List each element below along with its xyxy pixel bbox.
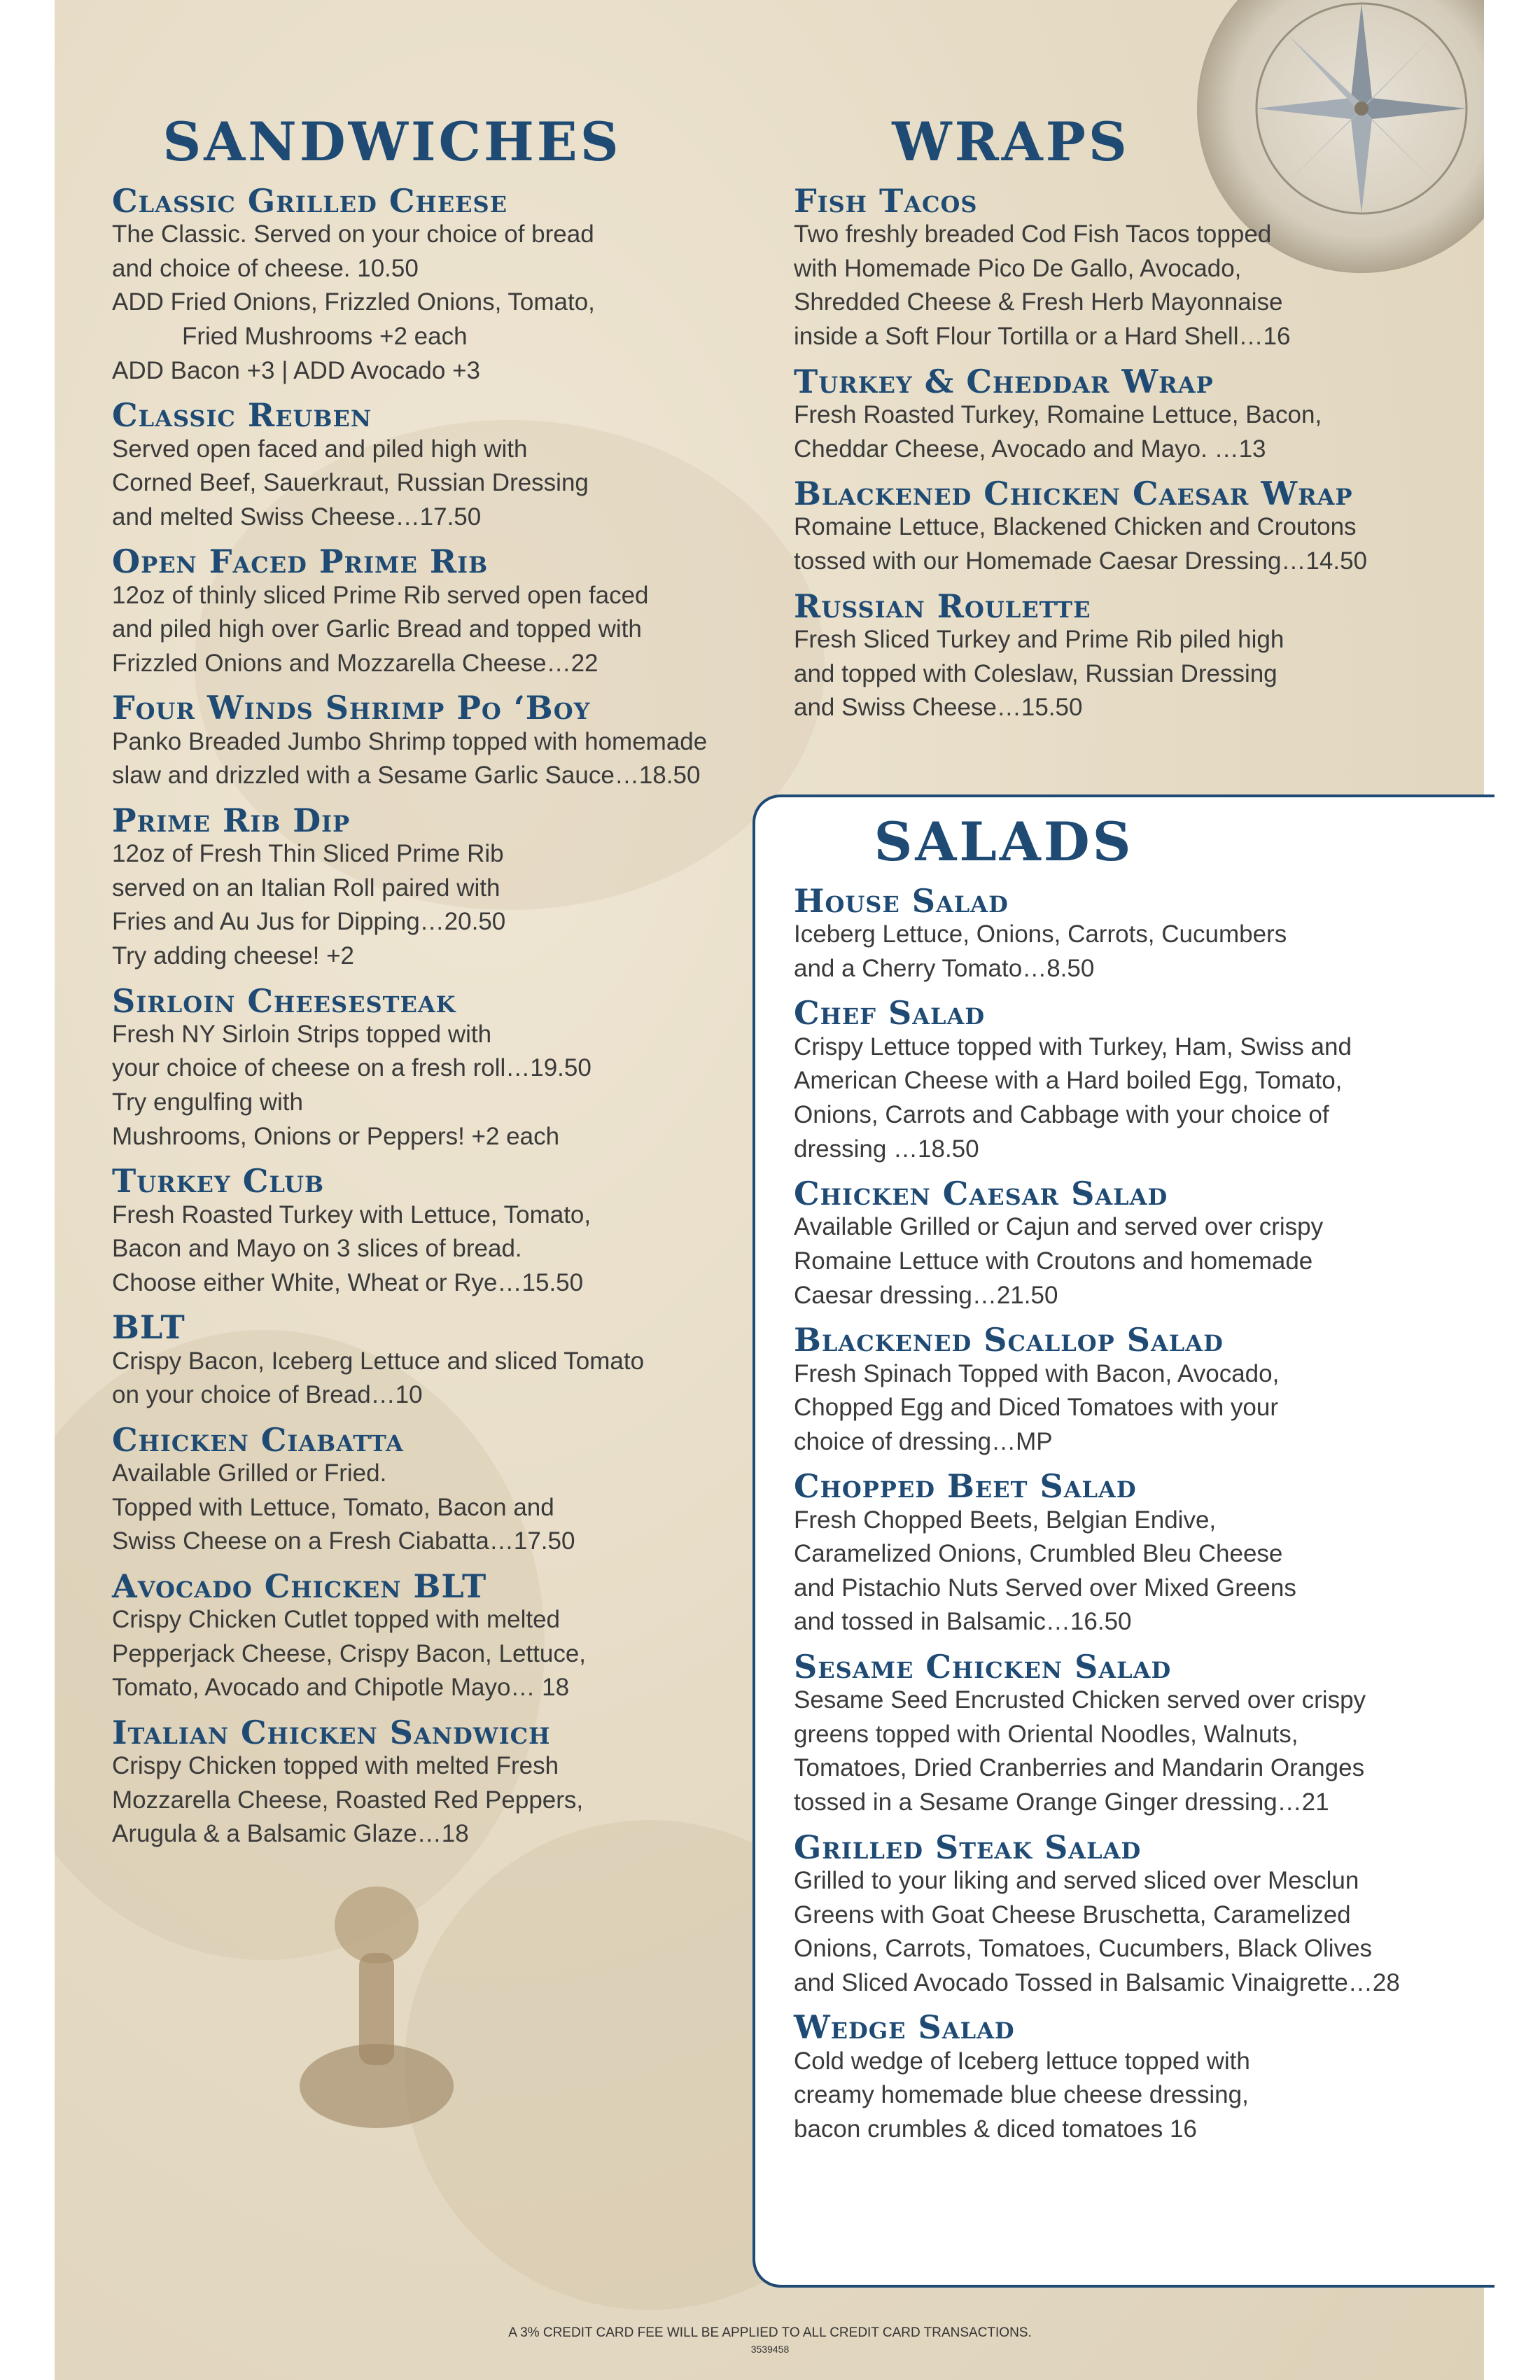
menu-item-description: 12oz of thinly sliced Prime Rib served open faced	[112, 581, 649, 609]
sandwich-items	[112, 184, 763, 1851]
menu-item-name: Sesame Chicken Salad	[794, 1647, 1172, 1686]
menu-item-description: Fresh Sliced Turkey and Prime Rib piled high	[794, 625, 1284, 653]
menu-item	[112, 1569, 763, 1705]
menu-item-name: House Salad	[794, 882, 1009, 920]
menu-item-description: Cold wedge of Iceberg lettuce topped with	[794, 2047, 1250, 2075]
sandwiches-title: SANDWICHES	[162, 111, 622, 173]
menu-item-description: your choice of cheese on a fresh roll…19.50	[112, 1054, 592, 1082]
menu-item-description: served on an Italian Roll paired with	[112, 874, 500, 902]
menu-item-description: Available Grilled or Cajun and served over crispy	[794, 1213, 1324, 1241]
menu-item-description: ADD Fried Onions, Frizzled Onions, Tomato,	[112, 288, 595, 316]
menu-item-name: Turkey Club	[112, 1162, 325, 1200]
menu-item-description: Caramelized Onions, Crumbled Bleu Cheese	[794, 1540, 1283, 1568]
menu-item-description: Pepperjack Cheese, Crispy Bacon, Lettuce,	[112, 1639, 587, 1667]
menu-item-description: with Homemade Pico De Gallo, Avocado,	[794, 254, 1242, 282]
menu-item-name: Blackened Chicken Caesar Wrap	[794, 475, 1353, 513]
menu-item	[112, 1713, 763, 1851]
menu-item-description: Frizzled Onions and Mozzarella Cheese…22	[112, 649, 598, 677]
salads-column	[794, 811, 1466, 2157]
wax-stamp-image	[286, 1876, 468, 2142]
menu-item-description: Greens with Goat Cheese Bruschetta, Caramelized	[794, 1900, 1351, 1928]
sandwiches-column	[112, 111, 763, 1862]
menu-item	[794, 1469, 1466, 1639]
menu-item-description: Tomato, Avocado and Chipotle Mayo… 18	[112, 1674, 570, 1702]
menu-item-description: Fried Mushrooms +2 each	[182, 323, 468, 351]
salads-title: SALADS	[874, 811, 1134, 873]
menu-item-description: Tomatoes, Dried Cranberries and Mandarin Oranges	[794, 1754, 1365, 1782]
menu-item-description: Arugula & a Balsamic Glaze…18	[112, 1820, 469, 1848]
menu-item-description: and choice of cheese. 10.50	[112, 254, 419, 282]
menu-item-description: ADD Bacon +3 | ADD Avocado +3	[112, 356, 480, 384]
menu-item	[112, 1310, 763, 1412]
menu-item-description: Choose either White, Wheat or Rye…15.50	[112, 1268, 584, 1296]
menu-item-description: Chopped Egg and Diced Tomatoes with your	[794, 1394, 1279, 1422]
menu-item-description: and a Cherry Tomato…8.50	[794, 954, 1095, 982]
menu-item-description: Fries and Au Jus for Dipping…20.50	[112, 908, 506, 936]
menu-item-description: American Cheese with a Hard boiled Egg, Tomato,	[794, 1067, 1343, 1095]
wraps-title: WRAPS	[892, 111, 1130, 173]
menu-item-name: Classic Grilled Cheese	[112, 182, 508, 220]
menu-item-name: BLT	[112, 1308, 186, 1347]
menu-item-description: Panko Breaded Jumbo Shrimp topped with homemade	[112, 727, 708, 755]
menu-item-description: Fresh Roasted Turkey with Lettuce, Tomato,	[112, 1200, 592, 1228]
menu-item-description: Swiss Cheese on a Fresh Ciabatta…17.50	[112, 1527, 575, 1555]
menu-item-description: Sesame Seed Encrusted Chicken served over crispy	[794, 1686, 1366, 1714]
menu-item	[794, 1647, 1466, 1820]
menu-item-description: Corned Beef, Sauerkraut, Russian Dressing	[112, 469, 589, 497]
menu-item-description: Try engulfing with	[112, 1088, 303, 1116]
menu-item-name: Turkey & Cheddar Wrap	[794, 362, 1214, 400]
menu-item-description: tossed with our Homemade Caesar Dressing…14.50	[794, 547, 1367, 575]
menu-item-description: Two freshly breaded Cod Fish Tacos topped	[794, 220, 1272, 248]
menu-item-description: and topped with Coleslaw, Russian Dressing	[794, 659, 1278, 687]
menu-item	[794, 589, 1466, 725]
menu-item-name: Four Winds Shrimp Po ‘Boy	[112, 689, 591, 727]
menu-item-description: greens topped with Oriental Noodles, Walnuts,	[794, 1720, 1298, 1748]
menu-item-name: Chicken Caesar Salad	[794, 1175, 1168, 1213]
menu-item	[112, 184, 763, 388]
menu-item	[794, 362, 1466, 466]
menu-item-description: Mozzarella Cheese, Roasted Red Peppers,	[112, 1786, 584, 1814]
menu-item-name: Russian Roulette	[794, 587, 1091, 625]
menu-item-description: Fresh Chopped Beets, Belgian Endive,	[794, 1506, 1217, 1534]
wrap-items	[794, 184, 1466, 725]
menu-item-name: Avocado Chicken BLT	[112, 1567, 487, 1605]
menu-item-name: Fish Tacos	[794, 182, 978, 220]
menu-item-description: Fresh NY Sirloin Strips topped with	[112, 1020, 492, 1048]
credit-card-notice: A 3% CREDIT CARD FEE WILL BE APPLIED TO ALL CREDIT CARD TRANSACTIONS.	[508, 2325, 1032, 2340]
menu-item-description: Fresh Spinach Topped with Bacon, Avocado,	[794, 1359, 1280, 1387]
menu-item-description: Romaine Lettuce, Blackened Chicken and Croutons	[794, 513, 1357, 541]
menu-item	[794, 996, 1466, 1166]
menu-item-description: on your choice of Bread…10	[112, 1381, 423, 1409]
menu-item-description: tossed in a Sesame Orange Ginger dressing…21	[794, 1788, 1329, 1816]
menu-item-description: Onions, Carrots and Cabbage with your choice of	[794, 1100, 1329, 1128]
menu-item	[794, 1177, 1466, 1312]
menu-item	[112, 542, 763, 680]
menu-item-description: The Classic. Served on your choice of bread	[112, 220, 594, 248]
menu-item-description: Crispy Chicken Cutlet topped with melted	[112, 1606, 561, 1634]
menu-item-description: Fresh Roasted Turkey, Romaine Lettuce, Bacon,	[794, 400, 1322, 428]
menu-item-name: Chicken Ciabatta	[112, 1420, 404, 1459]
menu-item-description: Onions, Carrots, Tomatoes, Cucumbers, Black Olives	[794, 1935, 1373, 1963]
menu-item-name: Grilled Steak Salad	[794, 1828, 1142, 1866]
menu-item	[794, 184, 1466, 354]
menu-item-name: Prime Rib Dip	[112, 801, 351, 839]
menu-item	[794, 884, 1466, 986]
menu-item-description: slaw and drizzled with a Sesame Garlic Sauce…18.50	[112, 762, 701, 790]
menu-item	[794, 1323, 1466, 1459]
menu-item	[112, 801, 763, 974]
menu-item	[112, 1164, 763, 1300]
menu-item-name: Blackened Scallop Salad	[794, 1321, 1224, 1359]
menu-item-description: Crispy Chicken topped with melted Fresh	[112, 1752, 559, 1780]
menu-item	[112, 691, 763, 792]
menu-item-description: and Pistachio Nuts Served over Mixed Greens	[794, 1574, 1296, 1602]
menu-item-description: Crispy Lettuce topped with Turkey, Ham, Swiss and	[794, 1032, 1352, 1060]
menu-item	[112, 1420, 763, 1559]
menu-item-description: Topped with Lettuce, Tomato, Bacon and	[112, 1493, 554, 1521]
menu-item-description: and melted Swiss Cheese…17.50	[112, 503, 482, 531]
menu-item-name: Chef Salad	[794, 994, 986, 1032]
menu-item-description: inside a Soft Flour Tortilla or a Hard Shell…16	[794, 323, 1291, 351]
menu-item-name: Classic Reuben	[112, 396, 372, 435]
menu-item-description: creamy homemade blue cheese dressing,	[794, 2081, 1249, 2109]
menu-item-name: Italian Chicken Sandwich	[112, 1713, 551, 1751]
menu-item-description: Try adding cheese! +2	[112, 941, 355, 969]
menu-item-description: and tossed in Balsamic…16.50	[794, 1608, 1132, 1636]
wraps-column	[794, 111, 1466, 736]
menu-item-description: Romaine Lettuce with Croutons and homemade	[794, 1247, 1313, 1275]
menu-item	[112, 398, 763, 534]
menu-item-description: 12oz of Fresh Thin Sliced Prime Rib	[112, 840, 504, 868]
menu-item-description: choice of dressing…MP	[794, 1427, 1053, 1455]
menu-item-description: Crispy Bacon, Iceberg Lettuce and sliced Tomato	[112, 1347, 645, 1375]
menu-item-description: and Sliced Avocado Tossed in Balsamic Vinaigrette…28	[794, 1968, 1400, 1996]
menu-item-description: Mushrooms, Onions or Peppers! +2 each	[112, 1122, 560, 1150]
menu-code: 3539458	[750, 2344, 790, 2355]
menu-item	[794, 477, 1466, 578]
menu-item-description: and piled high over Garlic Bread and topped with	[112, 615, 642, 643]
menu-item-description: dressing …18.50	[794, 1135, 979, 1163]
menu-item	[794, 1830, 1466, 2001]
menu-item	[112, 981, 763, 1154]
menu-item-description: Iceberg Lettuce, Onions, Carrots, Cucumbers	[794, 920, 1287, 948]
menu-item-description: Bacon and Mayo on 3 slices of bread.	[112, 1235, 522, 1263]
menu-item-description: Served open faced and piled high with	[112, 435, 528, 463]
menu-item-name: Chopped Beet Salad	[794, 1467, 1137, 1506]
menu-item-description: Cheddar Cheese, Avocado and Mayo. …13	[794, 435, 1266, 463]
menu-item-description: Available Grilled or Fried.	[112, 1460, 387, 1488]
salad-items	[794, 884, 1466, 2146]
menu-item-description: Caesar dressing…21.50	[794, 1281, 1058, 1309]
menu-item-name: Sirloin Cheesesteak	[112, 981, 456, 1020]
menu-item-name: Open Faced Prime Rib	[112, 542, 489, 581]
menu-item-description: bacon crumbles & diced tomatoes 16	[794, 2115, 1197, 2143]
menu-item-description: and Swiss Cheese…15.50	[794, 694, 1083, 722]
menu-item-description: Shredded Cheese & Fresh Herb Mayonnaise	[794, 288, 1283, 316]
menu-item-description: Grilled to your liking and served sliced over Mesclun	[794, 1866, 1359, 1894]
menu-item-name: Wedge Salad	[794, 2008, 1015, 2047]
menu-item	[794, 2010, 1466, 2146]
